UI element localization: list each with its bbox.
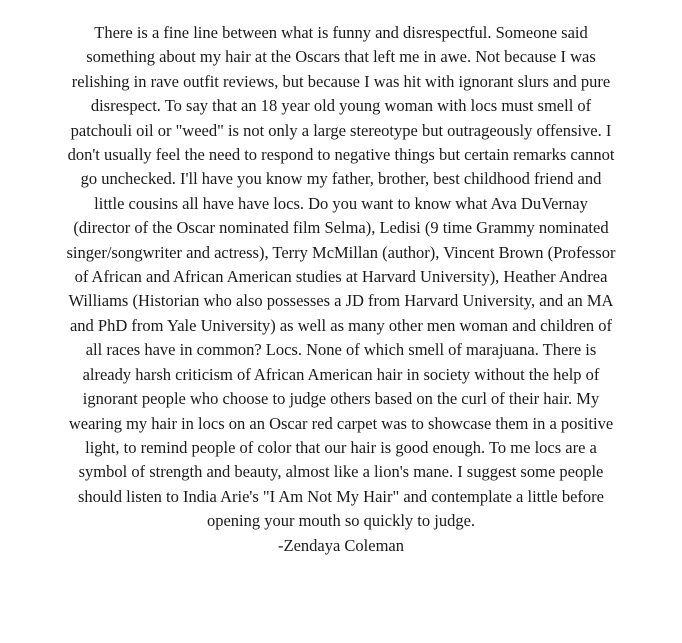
signature: -Zendaya Coleman bbox=[278, 535, 404, 555]
statement-line: something about my hair at the Oscars that left me in awe. Not because I was bbox=[86, 47, 596, 67]
statement-line: go unchecked. I'll have you know my father, brother, best childhood friend and bbox=[80, 169, 602, 189]
statement-line: of African and African American studies at Harvard University), Heather Andrea bbox=[74, 267, 608, 287]
statement-line: should listen to India Arie's "I Am Not My Hair" and contemplate a little before bbox=[78, 486, 604, 506]
statement-line: ignorant people who choose to judge others based on the curl of their hair. My bbox=[82, 389, 600, 409]
statement-line: patchouli oil or "weed" is not only a large stereotype but outrageously offensive. I bbox=[70, 120, 612, 140]
statement-line: Williams (Historian who also possesses a JD from Harvard University, and an MA bbox=[68, 291, 614, 311]
statement-line: already harsh criticism of African American hair in society without the help of bbox=[82, 364, 600, 384]
statement-line: all races have in common? Locs. None of which smell of marajuana. There is bbox=[85, 340, 597, 360]
statement-line: disrespect. To say that an 18 year old young woman with locs must smell of bbox=[90, 96, 592, 116]
statement-text bbox=[0, 21, 682, 558]
statement-line: don't usually feel the need to respond to negative things but certain remarks cannot bbox=[67, 145, 615, 165]
statement-line: symbol of strength and beauty, almost like a lion's mane. I suggest some people bbox=[78, 462, 604, 482]
statement-line: light, to remind people of color that our hair is good enough. To me locs are a bbox=[85, 437, 597, 457]
statement-line: singer/songwriter and actress), Terry McMillan (author), Vincent Brown (Professor bbox=[66, 242, 616, 262]
statement-line: opening your mouth so quickly to judge. bbox=[206, 511, 476, 531]
statement-line: wearing my hair in locs on an Oscar red carpet was to showcase them in a positive bbox=[68, 413, 614, 433]
statement-line: little cousins all have have locs. Do you want to know what Ava DuVernay bbox=[94, 193, 588, 213]
statement-line: and PhD from Yale University) as well as many other men woman and children of bbox=[69, 315, 613, 335]
statement-line: There is a fine line between what is funny and disrespectful. Someone said bbox=[94, 23, 588, 42]
statement-line: (director of the Oscar nominated film Selma), Ledisi (9 time Grammy nominated bbox=[73, 218, 609, 238]
statement-line: relishing in rave outfit reviews, but because I was hit with ignorant slurs and pure bbox=[71, 71, 611, 91]
